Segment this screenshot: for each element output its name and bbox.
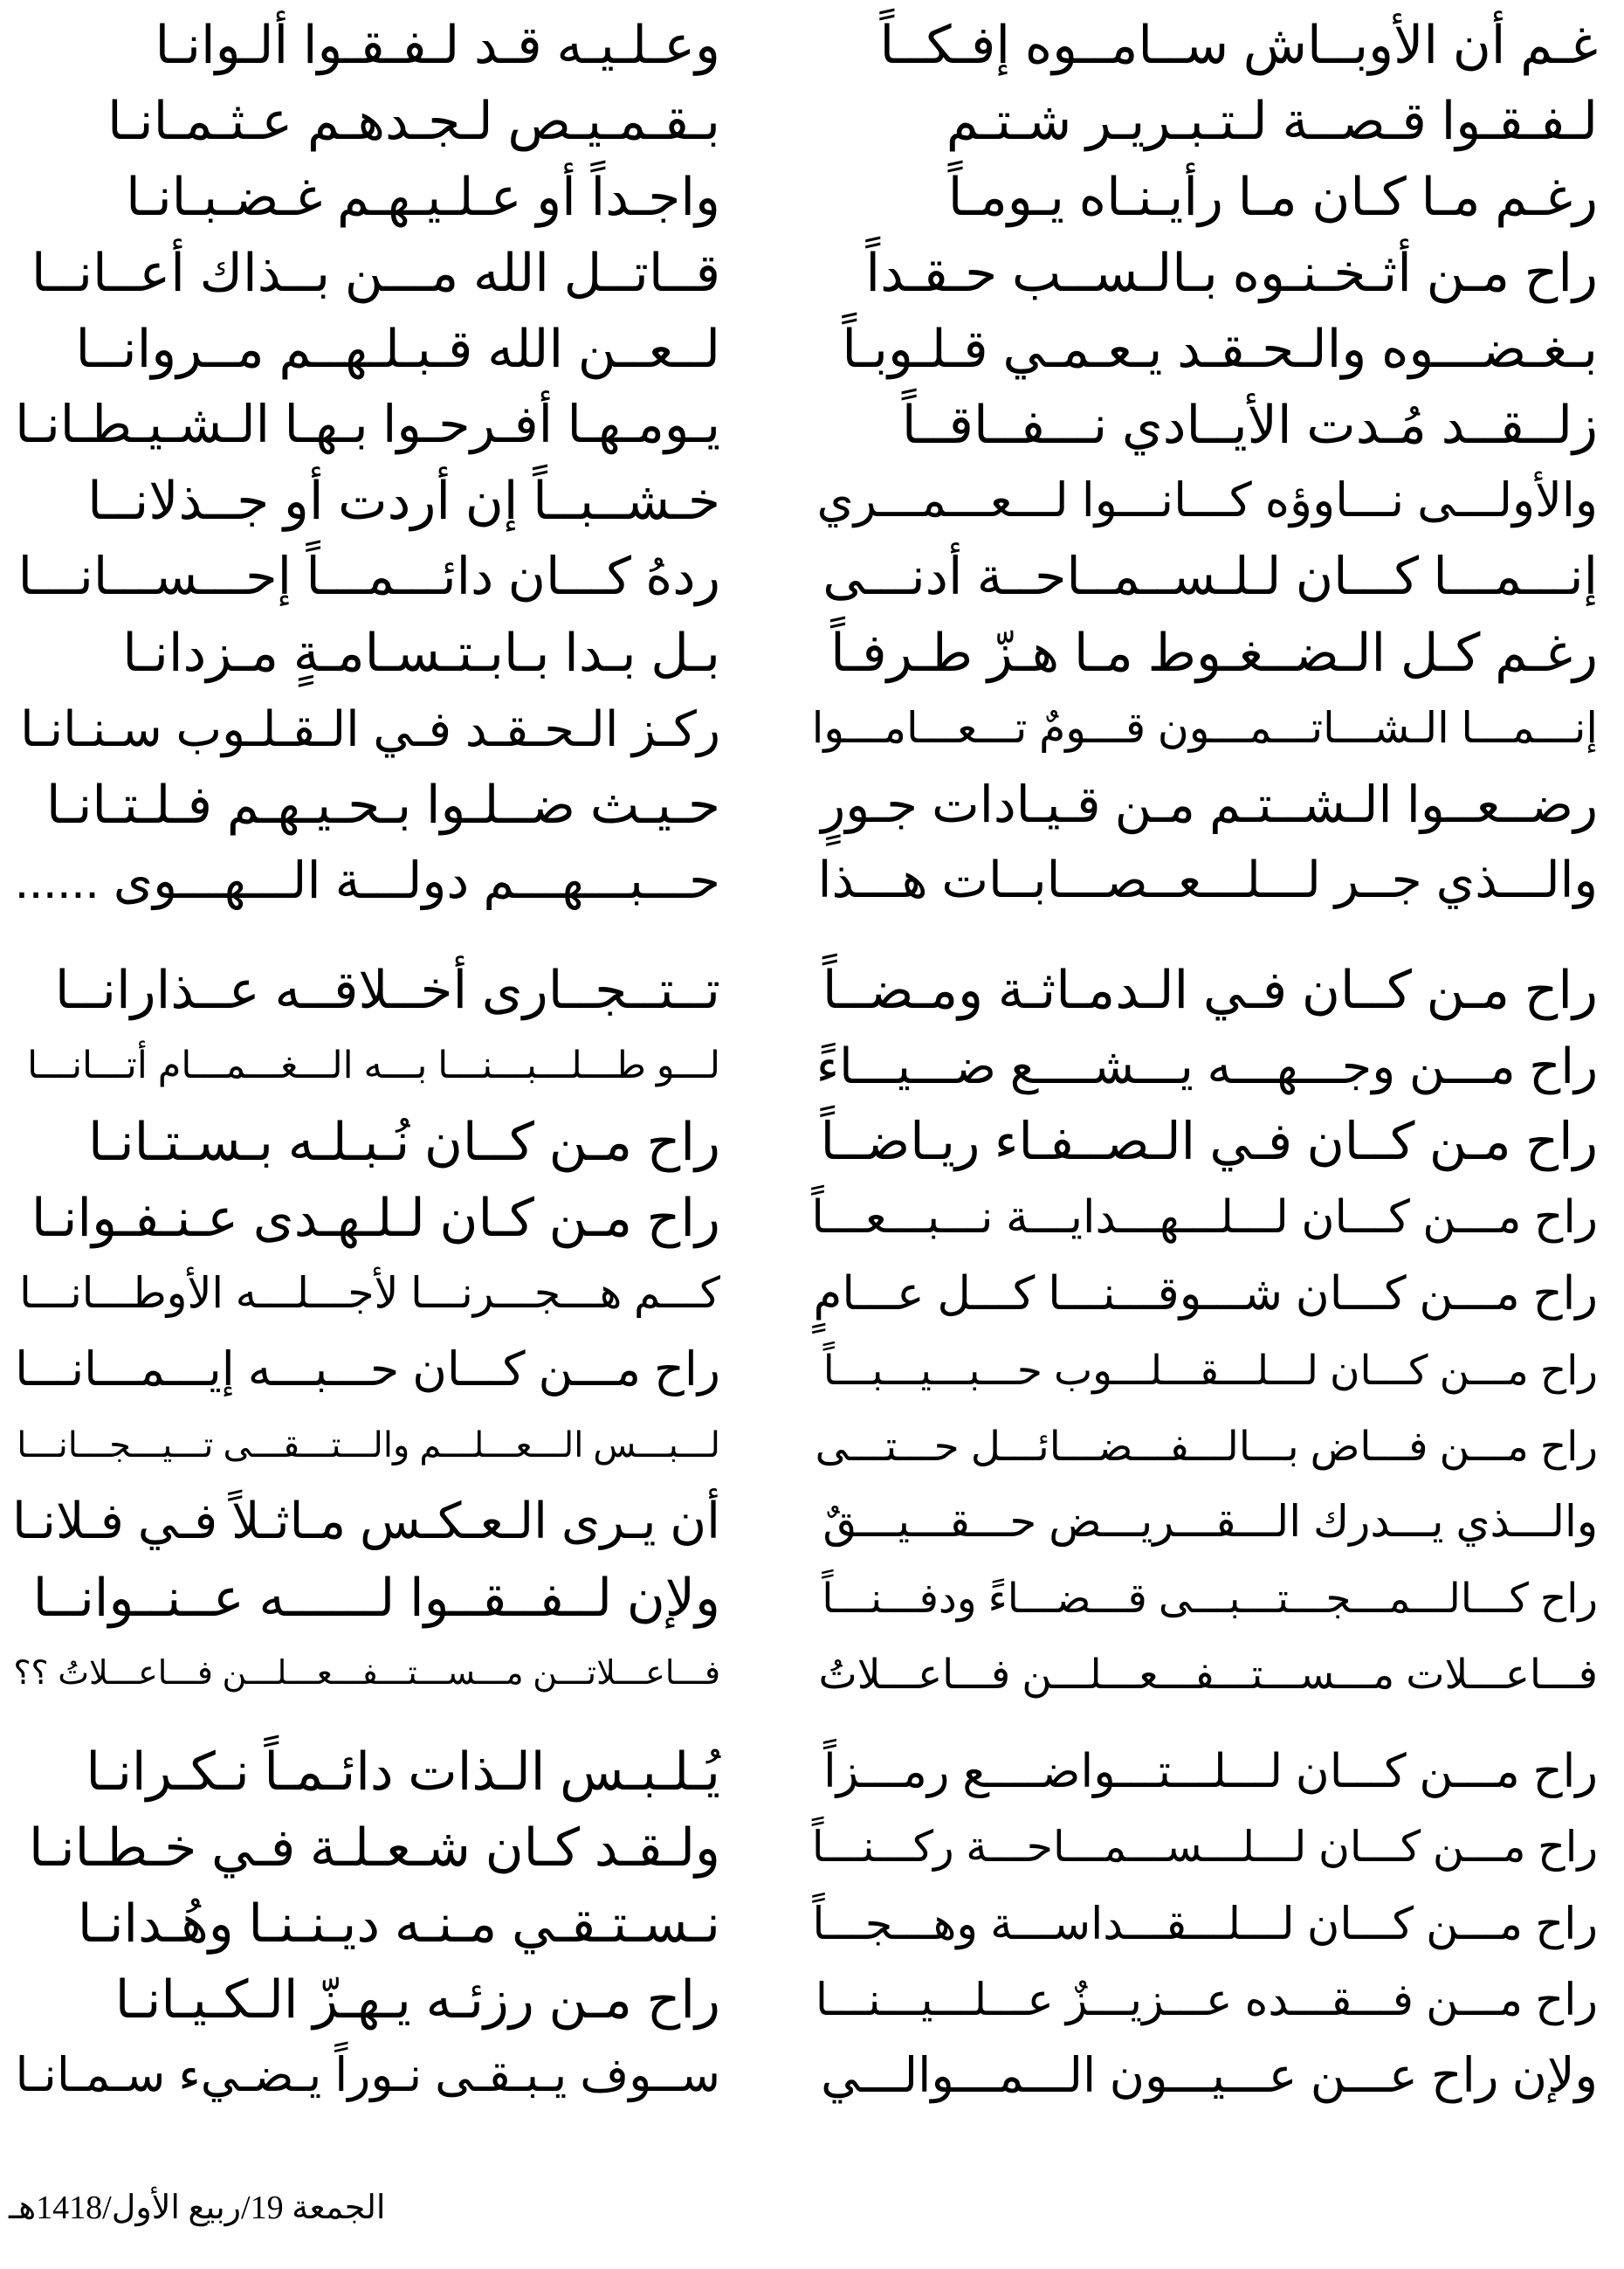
verse-first-hemistich: راح مـــن كـــان شـــوقـــنـــا كـــل عـــامٍ xyxy=(813,1268,1598,1320)
verse-first-hemistich: والأولـــى نـــاوؤه كـــانـــوا لـــعـــمـــري xyxy=(816,474,1598,527)
stanza-2 xyxy=(0,952,1624,1712)
verse-second-hemistich: كـــم هـــجـــرنـــا لأجـــلـــه الأوطـــانـــا xyxy=(19,1270,720,1317)
verse-first-hemistich: غـم أن الأوبــاش ســامــوه إفـكــاً xyxy=(879,16,1598,74)
verse-line xyxy=(0,463,1624,539)
verse-second-hemistich: قــاتــل الله مـــن بــذاك أعــانــا xyxy=(31,244,720,302)
stanza-3 xyxy=(0,1734,1624,2114)
verse-first-hemistich: فـــاعـــلات مـــســـتـــفـــعـــلـــن فـــاعـــلاتُ xyxy=(818,1651,1598,1697)
verse-line xyxy=(0,1332,1624,1408)
verse-line xyxy=(0,159,1624,235)
verse-second-hemistich: نـسـتـقـي مـنـه ديـنـنـا وهُـدانـا xyxy=(77,1894,720,1953)
verse-second-hemistich: يُـلـبـس الـذات دائـمـاً نـكـرانـا xyxy=(86,1742,720,1801)
verse-second-hemistich: ولـقـد كـان شـعـلـة فـي خـطـانـا xyxy=(29,1818,720,1877)
verse-second-hemistich: واجـداً أو عـلـيـهـم غـضـبـانـا xyxy=(126,168,720,226)
verse-first-hemistich: راح مـــن كـــان لـــلـــهـــدايـــة نـــبـــعـــاً xyxy=(811,1192,1598,1243)
verse-first-hemistich: زلــقــد مُـدت الأيــادي نـــفــاقــاً xyxy=(901,396,1598,454)
verse-line xyxy=(0,691,1624,767)
verse-second-hemistich: يـومـهـا أفـرحـوا بـهـا الـشـيـطـانـا xyxy=(15,396,720,453)
verse-first-hemistich: إنـــمـــا الـشـــاتـــمـــون قـــومٌ تـــعـــامـــوا xyxy=(811,705,1598,752)
verse-first-hemistich: بـغـضـــوه والـحـقـد يـعـمـي قـلـوبـاً xyxy=(842,320,1598,378)
verse-first-hemistich: إنـــمـــا كـــان لـلـســمــاحــة أدنـــى xyxy=(822,548,1598,605)
verse-first-hemistich: راح مـن كــان فـي الـدمـاثـة ومـضــاً xyxy=(822,961,1598,1019)
verse-line xyxy=(0,1028,1624,1104)
verse-second-hemistich: حـيـث ضــلـوا بـحـيـهـم فـلـتـانـا xyxy=(45,776,720,834)
verse-first-hemistich: رضــعــوا الـشــتـم مـن قـيـادات جـورٍ xyxy=(821,776,1598,833)
verse-second-hemistich: ركـز الـحـقـد فـي الـقـلـوب سـنـانـا xyxy=(20,701,720,756)
verse-first-hemistich: راح مـــن كـــان لـــلـــقـــلـــوب حـــبـــيـــبـــاً xyxy=(822,1347,1598,1393)
poem-date: الجمعة 19/ربيع الأول/1418هـ xyxy=(9,2190,386,2226)
verse-second-hemistich: راح مـن كـان لـلـهـدى عـنـفـوانـا xyxy=(31,1189,720,1247)
verse-line xyxy=(0,2038,1624,2114)
verse-second-hemistich: لـــو طـــلـــبـــنـــا بـــه الـــغـــمـــام أتـــانـــا xyxy=(27,1045,720,1086)
verse-line xyxy=(0,767,1624,843)
verse-line xyxy=(0,843,1624,919)
verse-line xyxy=(0,1256,1624,1332)
verse-line xyxy=(0,1104,1624,1180)
verse-line xyxy=(0,539,1624,615)
verse-first-hemistich: راح مـــن كـــان لـــلـــســـمـــاحـــة ركـــنـــاً xyxy=(811,1824,1598,1871)
verse-line xyxy=(0,1636,1624,1712)
verse-second-hemistich: تــتــجــارى أخــلاقــه عــذارانــا xyxy=(54,961,720,1019)
verse-second-hemistich: راح مـــن كـــان حـــبـــه إيـــمـــانـــا xyxy=(15,1343,720,1396)
verse-second-hemistich: بـل بـدا بـابـتـسـامـةٍ مـزدانـا xyxy=(122,624,720,682)
verse-second-hemistich: راح مـن رزئـه يـهـزّ الـكـيـانـا xyxy=(114,1970,720,2029)
verse-first-hemistich: راح مـــن كـــان لـــلـــقـــداســـة وهـــجـــاً xyxy=(812,1899,1598,1948)
verse-second-hemistich: راح مـن كــان نُـبـلـه بـسـتـانـا xyxy=(88,1113,720,1171)
verse-first-hemistich: رغـم كـل الـضــغـوط مـا هـزّ طـرفـاً xyxy=(830,624,1598,682)
verse-first-hemistich: والـــذي يـــدرك الـــقـــريـــض حـــقـــيـــقٌ xyxy=(822,1497,1598,1546)
verse-first-hemistich: راح مـــن فـــاض بـــالـــفـــضـــائـــل حـــتـــى xyxy=(815,1423,1598,1469)
verse-line xyxy=(0,1484,1624,1560)
verse-line xyxy=(0,1180,1624,1256)
verse-first-hemistich: والـــذي جــر لـــلـــعــصـــابــات هـــذا xyxy=(817,852,1598,908)
verse-line xyxy=(0,83,1624,159)
verse-first-hemistich: راح مـــن وجـــهـــه يـــشــــع ضـــيـــاءً xyxy=(815,1038,1598,1093)
verse-second-hemistich: ولإن لــفــقــوا لــــــه عــنــوانــا xyxy=(32,1569,720,1627)
verse-second-hemistich: فـــاعـــلاتـــن مـــســـتـــفـــعـــلـــن فـــاعـــلاتُ ؟؟ xyxy=(13,1655,720,1692)
verse-second-hemistich: ســوف يـبـقـى نـوراً يـضـيء سـمـانـا xyxy=(15,2049,720,2101)
verse-first-hemistich: ولإن راح عـــن عـــيـــون الـــمـــوالـــي xyxy=(821,2048,1598,2102)
verse-second-hemistich: حـــبـــهـــم دولـــة الـــهـــوى ...... xyxy=(14,852,720,909)
verse-second-hemistich: أن يـرى الـعـكـس مـاثـلاً فـي فـلانـا xyxy=(12,1493,720,1549)
verse-second-hemistich: لـــبـــس الـــعـــلـــم والـــتـــقـــى تـــيـــجـــانـــا xyxy=(17,1426,720,1465)
verse-line xyxy=(0,1886,1624,1962)
verse-first-hemistich: رغـم مـا كـان مـا رأيـنـاه يـومـاً xyxy=(947,168,1598,226)
verse-first-hemistich: راح مـن كــان فـي الـصــفـاء ريـاضــاً xyxy=(820,1113,1598,1170)
verse-first-hemistich: راح مـن أثـخـنـوه بـالـســب حـقـداً xyxy=(865,244,1598,302)
verse-second-hemistich: وعـلـيـه قـد لـفـقـوا ألـوانـا xyxy=(155,16,720,74)
verse-second-hemistich: بـقـمـيـص لـجـدهـم عـثـمـانـا xyxy=(107,92,720,150)
verse-line xyxy=(0,7,1624,83)
verse-line xyxy=(0,1560,1624,1636)
verse-line xyxy=(0,952,1624,1028)
verse-line xyxy=(0,1408,1624,1484)
stanza-1 xyxy=(0,7,1624,919)
verse-line xyxy=(0,615,1624,691)
verse-second-hemistich: ردهُ كـــان دائـــمـــاً إحـــســـانـــا xyxy=(17,548,720,605)
verse-first-hemistich: لـفـقـوا قـصــة لـتـبـريـر شـتـم xyxy=(946,92,1598,150)
verse-line xyxy=(0,1734,1624,1810)
verse-line xyxy=(0,387,1624,463)
verse-line xyxy=(0,235,1624,311)
verse-first-hemistich: راح مـــن كـــان لـــلـــتـــواضــــع رمـــزاً xyxy=(822,1746,1598,1797)
verse-second-hemistich: لــعــن الله قـبـلـهــم مــروانــا xyxy=(75,320,720,378)
verse-line xyxy=(0,1962,1624,2038)
verse-line xyxy=(0,311,1624,387)
verse-line xyxy=(0,1810,1624,1886)
verse-first-hemistich: راح كـــالـــمـــجـــتـــبـــى قـــضـــاءً ودفـــنـــاً xyxy=(822,1575,1598,1621)
verse-second-hemistich: خـشــبــاً إن أردت أو جــذلانــا xyxy=(87,472,720,530)
verse-first-hemistich: راح مـــن فـــقـــده عـــزيـــزٌ عـــلـــيـــنـــا xyxy=(815,1975,1598,2024)
